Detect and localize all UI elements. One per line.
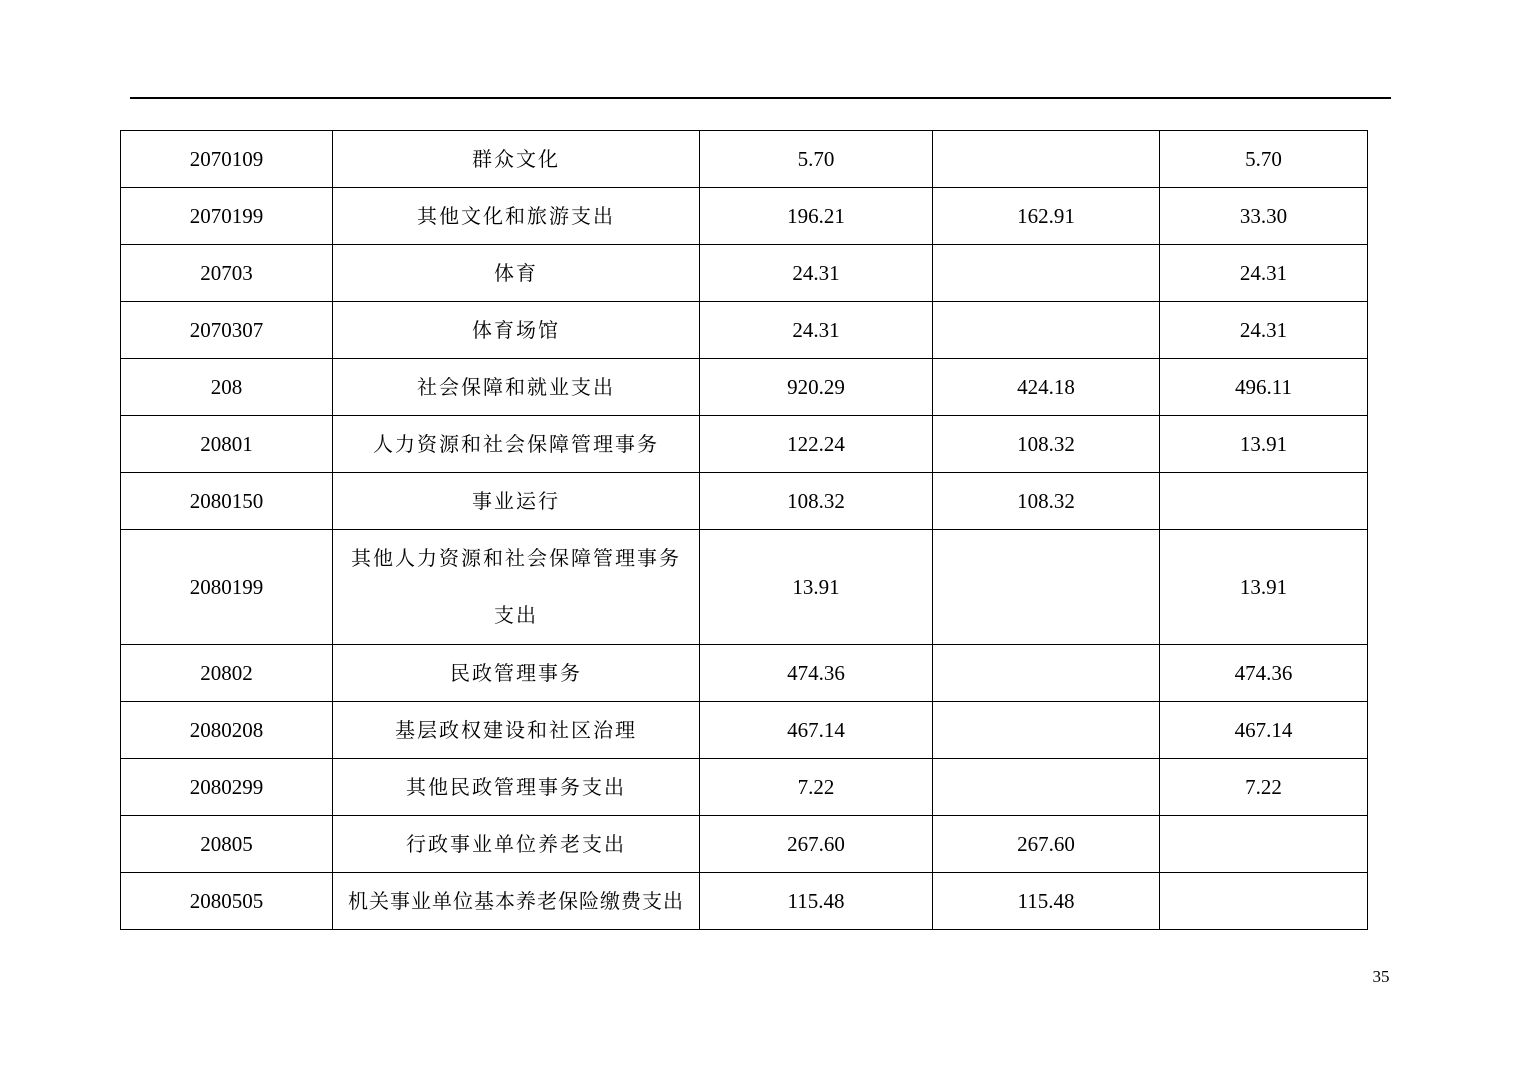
row-code: 2080208 <box>121 702 333 759</box>
page-number: 35 <box>1372 967 1390 986</box>
row-project: 24.31 <box>1160 245 1368 302</box>
row-name: 民政管理事务 <box>333 645 700 702</box>
row-project: 467.14 <box>1160 702 1368 759</box>
row-total: 196.21 <box>700 188 933 245</box>
row-name: 其他民政管理事务支出 <box>333 759 700 816</box>
row-project: 7.22 <box>1160 759 1368 816</box>
row-project <box>1160 873 1368 930</box>
table-row <box>121 816 1368 873</box>
row-code: 2080199 <box>121 530 333 645</box>
row-code: 2070109 <box>121 131 333 188</box>
row-code: 20802 <box>121 645 333 702</box>
table-row <box>121 530 1368 645</box>
row-name: 体育 <box>333 245 700 302</box>
header-rule <box>130 97 1391 99</box>
table-row <box>121 645 1368 702</box>
row-project: 496.11 <box>1160 359 1368 416</box>
row-name: 群众文化 <box>333 131 700 188</box>
row-total: 5.70 <box>700 131 933 188</box>
row-name: 人力资源和社会保障管理事务 <box>333 416 700 473</box>
row-total: 108.32 <box>700 473 933 530</box>
row-name: 其他文化和旅游支出 <box>333 188 700 245</box>
row-name: 社会保障和就业支出 <box>333 359 700 416</box>
row-project: 33.30 <box>1160 188 1368 245</box>
table-row <box>121 245 1368 302</box>
row-basic: 424.18 <box>933 359 1160 416</box>
row-name: 其他人力资源和社会保障管理事务支出 <box>333 530 700 645</box>
row-name: 行政事业单位养老支出 <box>333 816 700 873</box>
row-total: 920.29 <box>700 359 933 416</box>
row-code: 2080299 <box>121 759 333 816</box>
row-project: 474.36 <box>1160 645 1368 702</box>
row-code: 2080505 <box>121 873 333 930</box>
row-code: 2070199 <box>121 188 333 245</box>
row-project <box>1160 473 1368 530</box>
row-basic <box>933 530 1160 645</box>
row-total: 467.14 <box>700 702 933 759</box>
row-project: 13.91 <box>1160 530 1368 645</box>
row-code: 20801 <box>121 416 333 473</box>
row-total: 115.48 <box>700 873 933 930</box>
row-total: 474.36 <box>700 645 933 702</box>
row-total: 267.60 <box>700 816 933 873</box>
table-row <box>121 759 1368 816</box>
row-basic <box>933 645 1160 702</box>
row-basic <box>933 759 1160 816</box>
row-project: 24.31 <box>1160 302 1368 359</box>
table-row <box>121 873 1368 930</box>
row-name: 机关事业单位基本养老保险缴费支出 <box>333 873 700 930</box>
row-basic: 267.60 <box>933 816 1160 873</box>
row-project: 13.91 <box>1160 416 1368 473</box>
row-project <box>1160 816 1368 873</box>
row-code: 208 <box>121 359 333 416</box>
row-code: 2080150 <box>121 473 333 530</box>
row-basic <box>933 302 1160 359</box>
row-basic <box>933 245 1160 302</box>
row-code: 20703 <box>121 245 333 302</box>
row-total: 13.91 <box>700 530 933 645</box>
row-basic <box>933 702 1160 759</box>
row-basic: 108.32 <box>933 416 1160 473</box>
row-basic: 115.48 <box>933 873 1160 930</box>
row-code: 2070307 <box>121 302 333 359</box>
row-project: 5.70 <box>1160 131 1368 188</box>
row-total: 24.31 <box>700 245 933 302</box>
row-name: 事业运行 <box>333 473 700 530</box>
budget-table-body <box>121 131 1368 930</box>
budget-table <box>120 130 1368 930</box>
table-row <box>121 416 1368 473</box>
row-code: 20805 <box>121 816 333 873</box>
row-name: 基层政权建设和社区治理 <box>333 702 700 759</box>
row-total: 24.31 <box>700 302 933 359</box>
row-basic <box>933 131 1160 188</box>
table-row <box>121 702 1368 759</box>
row-total: 122.24 <box>700 416 933 473</box>
row-basic: 162.91 <box>933 188 1160 245</box>
row-basic: 108.32 <box>933 473 1160 530</box>
table-row <box>121 131 1368 188</box>
row-total: 7.22 <box>700 759 933 816</box>
table-row <box>121 302 1368 359</box>
table-row <box>121 188 1368 245</box>
row-name: 体育场馆 <box>333 302 700 359</box>
table-row <box>121 359 1368 416</box>
table-row <box>121 473 1368 530</box>
